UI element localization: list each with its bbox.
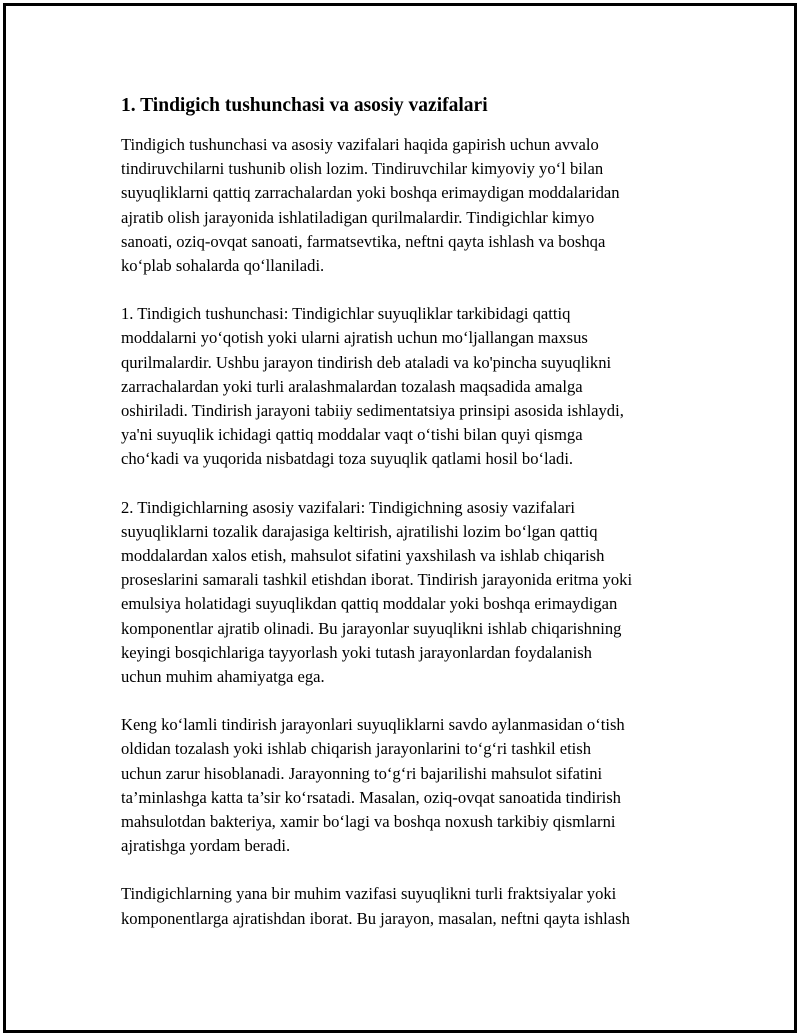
text-line: proseslarini samarali tashkil etishdan iborat. Tindirish jarayonida eritma yoki [121,570,633,590]
text-line: 2. Tindigichlarning asosiy vazifalari: Tindigichning asosiy vazifalari [121,497,575,517]
text-line: komponentlarga ajratishdan iborat. Bu jarayon, masalan, neftni qayta ishlash [121,908,630,928]
text-line: oldidan tozalash yoki ishlab chiqarish jarayonlarini to‘g‘ri tashkil etish [121,739,592,759]
text-line: ajratib olish jarayonida ishlatiladigan qurilmalardir. Tindigichlar kimyo [121,207,595,227]
text-line: zarrachalardan yoki turli aralashmalardan tozalash maqsadida amalga [121,376,583,396]
paragraph [121,302,701,471]
text-line: oshiriladi. Tindirish jarayoni tabiiy sedimentatsiya prinsipi asosida ishlaydi, [121,401,624,421]
text-line: Tindigich tushunchasi va asosiy vazifalari haqida gapirish uchun avvalo [121,135,599,154]
document-heading: 1. Tindigich tushunchasi va asosiy vazifalari [121,95,488,116]
text-line: Keng ko‘lamli tindirish jarayonlari suyuqliklarni savdo aylanmasidan o‘tish [121,715,625,735]
text-line: sanoati, oziq-ovqat sanoati, farmatsevtika, neftni qayta ishlash va boshqa [121,231,606,251]
paragraph [121,713,701,858]
text-line: suyuqliklarni qattiq zarrachalardan yoki boshqa erimaydigan moddalaridan [121,183,620,203]
text-line: tindiruvchilarni tushunib olish lozim. Tindiruvchilar kimyoviy yo‘l bilan [121,159,604,179]
paragraph [121,882,701,930]
text-line: moddalardan xalos etish, mahsulot sifatini yaxshilash va ishlab chiqarish [121,546,605,566]
text-line: emulsiya holatidagi suyuqlikdan qattiq moddalar yoki boshqa erimaydigan [121,594,618,614]
paragraph-list [121,133,701,931]
text-line: komponentlar ajratib olinadi. Bu jarayonlar suyuqlikni ishlab chiqarishning [121,618,622,638]
text-line: uchun muhim ahamiyatga ega. [121,667,325,687]
text-line: ajratishga yordam beradi. [121,836,291,856]
text-line: suyuqliklarni tozalik darajasiga keltirish, ajratilishi lozim bo‘lgan qattiq [121,521,598,541]
text-line: moddalarni yo‘qotish yoki ularni ajratish uchun mo‘ljallangan maxsus [121,328,588,348]
text-line: ta’minlashga katta ta’sir ko‘rsatadi. Masalan, oziq-ovqat sanoatida tindirish [121,787,621,807]
page-frame [3,3,797,1033]
text-line: ko‘plab sohalarda qo‘llaniladi. [121,256,325,276]
text-line: uchun zarur hisoblanadi. Jarayonning to‘g‘ri bajarilishi mahsulot sifatini [121,763,603,783]
text-line: 1. Tindigich tushunchasi: Tindigichlar suyuqliklar tarkibidagi qattiq [121,304,571,324]
text-line: mahsulotdan bakteriya, xamir bo‘lagi va boshqa noxush tarkibiy qismlarni [121,812,616,832]
text-line: Tindigichlarning yana bir muhim vazifasi suyuqlikni turli fraktsiyalar yoki [121,884,617,904]
text-line: cho‘kadi va yuqorida nisbatdagi toza suyuqlik qatlami hosil bo‘ladi. [121,449,574,469]
document-body [121,94,701,955]
text-line: keyingi bosqichlariga tayyorlash yoki tutash jarayonlardan foydalanish [121,642,592,662]
paragraph [121,133,701,278]
paragraph [121,496,701,690]
text-line: qurilmalardir. Ushbu jarayon tindirish deb ataladi va ko'pincha suyuqlikni [121,352,612,372]
text-line: ya'ni suyuqlik ichidagi qattiq moddalar vaqt o‘tishi bilan quyi qismga [121,425,583,445]
